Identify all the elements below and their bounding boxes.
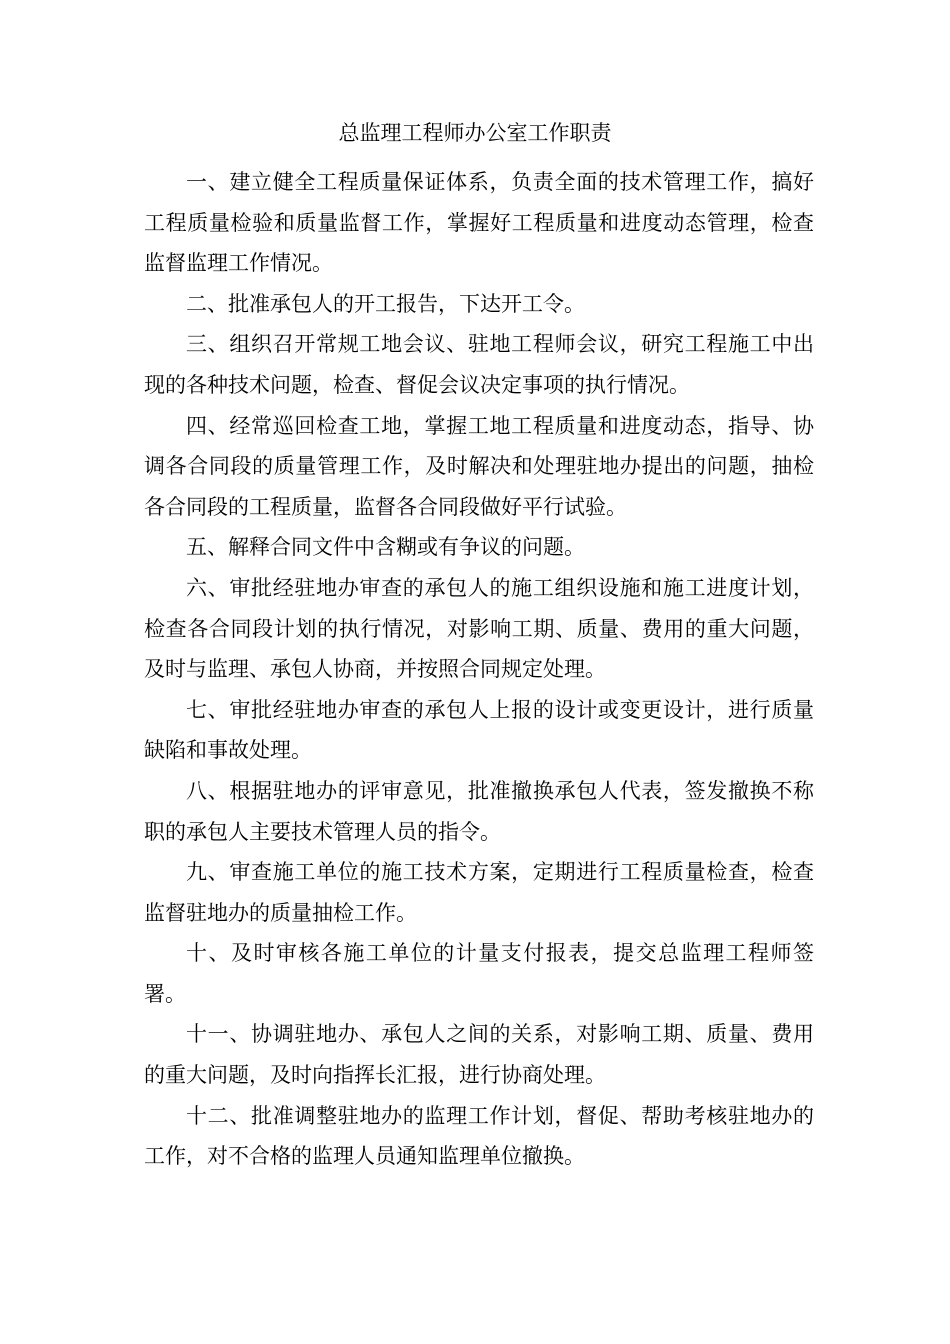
paragraph-6: 六、审批经驻地办审查的承包人的施工组织设施和施工进度计划，检查各合同段计划的执行情况，对影响工期、质量、费用的重大问题，及时与监理、承包人协商，并按照合同规定处理。 bbox=[144, 575, 814, 682]
paragraph-9: 九、审查施工单位的施工技术方案，定期进行工程质量检查，检查监督驻地办的质量抽检工作。 bbox=[144, 860, 814, 925]
paragraph-2: 二、批准承包人的开工报告，下达开工令。 bbox=[186, 291, 585, 316]
paragraph-7: 七、审批经驻地办审查的承包人上报的设计或变更设计，进行质量缺陷和事故处理。 bbox=[144, 697, 814, 763]
paragraph-3: 三、组织召开常规工地会议、驻地工程师会议，研究工程施工中出现的各种技术问题，检查、督促会议决定事项的执行情况。 bbox=[144, 332, 814, 397]
paragraph-12: 十二、批准调整驻地办的监理工作计划，督促、帮助考核驻地办的工作，对不合格的监理人员通知监理单位撤换。 bbox=[144, 1103, 814, 1169]
paragraph-5: 五、解释合同文件中含糊或有争议的问题。 bbox=[186, 535, 585, 560]
paragraph-8: 八、根据驻地办的评审意见，批准撤换承包人代表，签发撤换不称职的承包人主要技术管理人员的指令。 bbox=[144, 778, 814, 844]
paragraph-10: 十、及时审核各施工单位的计量支付报表，提交总监理工程师签署。 bbox=[144, 941, 814, 1006]
document-title: 总监理工程师办公室工作职责 bbox=[338, 121, 612, 145]
paragraph-1: 一、建立健全工程质量保证体系，负责全面的技术管理工作，搞好工程质量检验和质量监督工作，掌握好工程质量和进度动态管理，检查监督监理工作情况。 bbox=[144, 170, 814, 276]
paragraph-11: 十一、协调驻地办、承包人之间的关系，对影响工期、质量、费用的重大问题，及时向指挥长汇报，进行协商处理。 bbox=[144, 1022, 814, 1088]
paragraph-4: 四、经常巡回检查工地，掌握工地工程质量和进度动态，指导、协调各合同段的质量管理工作，及时解决和处理驻地办提出的问题，抽检各合同段的工程质量，监督各合同段做好平行试验。 bbox=[144, 413, 814, 519]
document-body bbox=[144, 162, 814, 1177]
